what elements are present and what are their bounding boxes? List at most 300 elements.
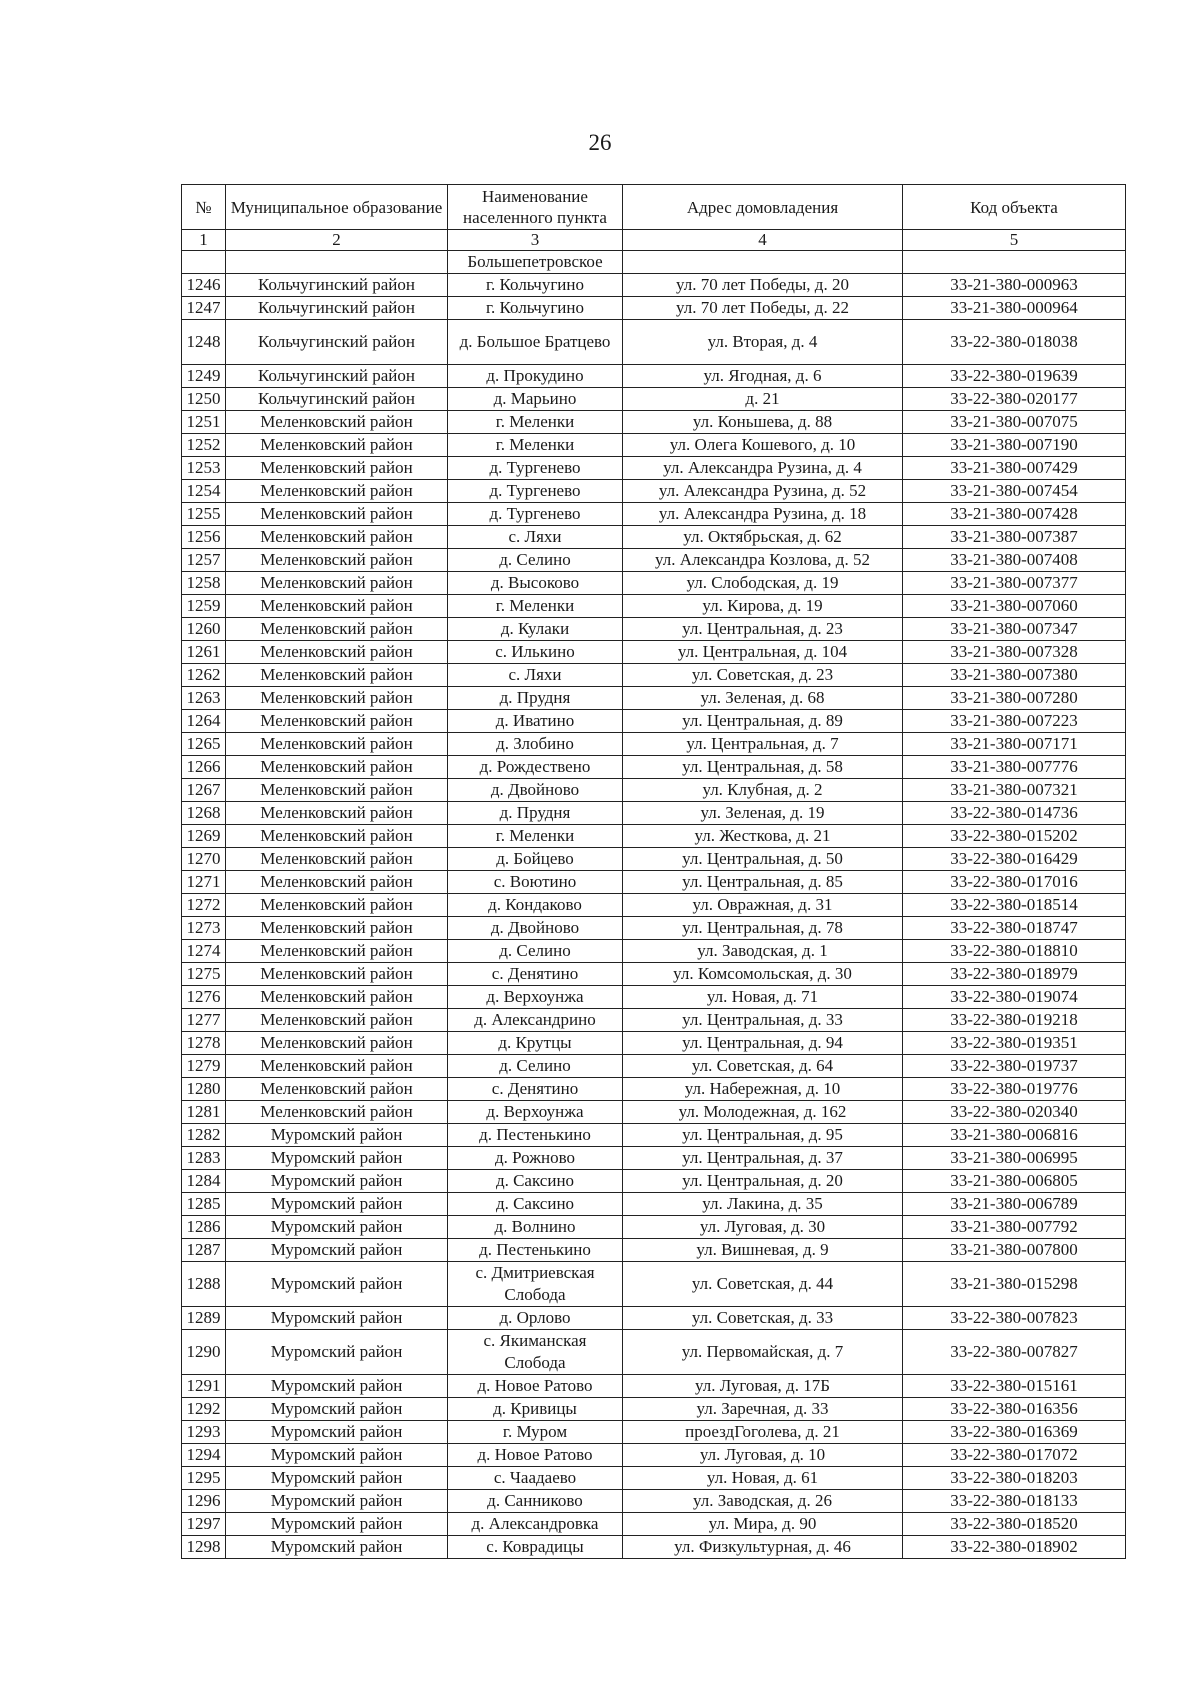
municipality-cell: Меленковский район — [226, 940, 448, 963]
table-row — [182, 1032, 1126, 1055]
table-row — [182, 274, 1126, 297]
object-code-cell: 33-21-380-007428 — [903, 503, 1126, 526]
settlement-cell: д. Александрино — [448, 1009, 623, 1032]
row-number: 1284 — [182, 1170, 226, 1193]
settlement-cell: с. Воютино — [448, 871, 623, 894]
object-code-cell: 33-21-380-007190 — [903, 434, 1126, 457]
address-cell: ул. Центральная, д. 37 — [623, 1147, 903, 1170]
object-code-cell: 33-22-380-019074 — [903, 986, 1126, 1009]
settlement-cell: д. Злобино — [448, 733, 623, 756]
municipality-cell: Муромский район — [226, 1536, 448, 1559]
row-number: 1298 — [182, 1536, 226, 1559]
settlement-cell: с. Денятино — [448, 1078, 623, 1101]
object-code-cell: 33-22-380-018747 — [903, 917, 1126, 940]
municipality-cell: Меленковский район — [226, 618, 448, 641]
table-row — [182, 526, 1126, 549]
municipality-cell: Муромский район — [226, 1262, 448, 1307]
address-cell: ул. Луговая, д. 10 — [623, 1444, 903, 1467]
settlement-cell: г. Меленки — [448, 411, 623, 434]
municipality-cell: Муромский район — [226, 1307, 448, 1330]
address-cell: ул. Молодежная, д. 162 — [623, 1101, 903, 1124]
settlement-cell: д. Кондаково — [448, 894, 623, 917]
settlement-cell: с. Денятино — [448, 963, 623, 986]
object-code-cell: 33-21-380-007408 — [903, 549, 1126, 572]
address-cell: ул. Александра Рузина, д. 4 — [623, 457, 903, 480]
object-code-cell: 33-21-380-007776 — [903, 756, 1126, 779]
row-number: 1267 — [182, 779, 226, 802]
settlement-cell: д. Волнино — [448, 1216, 623, 1239]
object-code-cell: 33-22-380-019737 — [903, 1055, 1126, 1078]
municipality-cell: Муромский район — [226, 1124, 448, 1147]
address-cell: ул. Александра Рузина, д. 52 — [623, 480, 903, 503]
address-cell: ул. Овражная, д. 31 — [623, 894, 903, 917]
table-row — [182, 733, 1126, 756]
address-cell: ул. Новая, д. 71 — [623, 986, 903, 1009]
object-code-cell: 33-21-380-006995 — [903, 1147, 1126, 1170]
object-code-cell: 33-22-380-018979 — [903, 963, 1126, 986]
table-row — [182, 779, 1126, 802]
row-number: 1295 — [182, 1467, 226, 1490]
row-number: 1277 — [182, 1009, 226, 1032]
object-code-cell: 33-21-380-007075 — [903, 411, 1126, 434]
address-cell: ул. Заводская, д. 26 — [623, 1490, 903, 1513]
table-row — [182, 1147, 1126, 1170]
settlement-cell: д. Пестенькино — [448, 1124, 623, 1147]
municipality-cell: Меленковский район — [226, 411, 448, 434]
table-row — [182, 1262, 1126, 1307]
object-code-cell: 33-22-380-020340 — [903, 1101, 1126, 1124]
municipality-cell: Кольчугинский район — [226, 297, 448, 320]
settlement-cell: д. Прудня — [448, 687, 623, 710]
row-number: 1285 — [182, 1193, 226, 1216]
table-row — [182, 457, 1126, 480]
table-row — [182, 503, 1126, 526]
address-cell: ул. Центральная, д. 95 — [623, 1124, 903, 1147]
settlement-cell: с. Коврадицы — [448, 1536, 623, 1559]
object-code-cell: 33-21-380-007454 — [903, 480, 1126, 503]
settlement-cell: с. Чаадаево — [448, 1467, 623, 1490]
row-number: 1286 — [182, 1216, 226, 1239]
settlement-cell: г. Меленки — [448, 825, 623, 848]
address-cell: ул. Новая, д. 61 — [623, 1467, 903, 1490]
table-row — [182, 1124, 1126, 1147]
table-row — [182, 297, 1126, 320]
address-cell: ул. Слободская, д. 19 — [623, 572, 903, 595]
table-row — [182, 940, 1126, 963]
settlement-cell: д. Иватино — [448, 710, 623, 733]
settlement-cell: г. Кольчугино — [448, 274, 623, 297]
table-row — [182, 388, 1126, 411]
address-cell: ул. Центральная, д. 78 — [623, 917, 903, 940]
address-cell: ул. Центральная, д. 94 — [623, 1032, 903, 1055]
table-row — [182, 986, 1126, 1009]
row-number: 1253 — [182, 457, 226, 480]
municipality-cell: Меленковский район — [226, 917, 448, 940]
object-code-cell: 33-22-380-018902 — [903, 1536, 1126, 1559]
row-number: 1266 — [182, 756, 226, 779]
object-code-cell: 33-21-380-007792 — [903, 1216, 1126, 1239]
table-row — [182, 641, 1126, 664]
row-number: 1262 — [182, 664, 226, 687]
settlement-cell: д. Верхоунжа — [448, 986, 623, 1009]
settlement-cell: д. Рожново — [448, 1147, 623, 1170]
address-cell: ул. Заречная, д. 33 — [623, 1398, 903, 1421]
address-cell: ул. Комсомольская, д. 30 — [623, 963, 903, 986]
column-number: 1 — [182, 230, 226, 251]
settlement-cell: д. Двойново — [448, 779, 623, 802]
address-cell: ул. Центральная, д. 50 — [623, 848, 903, 871]
row-number: 1272 — [182, 894, 226, 917]
object-code-cell: 33-21-380-007328 — [903, 641, 1126, 664]
row-number: 1270 — [182, 848, 226, 871]
row-number: 1271 — [182, 871, 226, 894]
object-code-cell: 33-21-380-015298 — [903, 1262, 1126, 1307]
table-row — [182, 1467, 1126, 1490]
municipality-cell: Кольчугинский район — [226, 365, 448, 388]
address-cell: ул. Кирова, д. 19 — [623, 595, 903, 618]
municipality-cell: Меленковский район — [226, 710, 448, 733]
municipality-cell: Кольчугинский район — [226, 320, 448, 365]
row-number: 1269 — [182, 825, 226, 848]
table-row — [182, 1444, 1126, 1467]
row-number: 1257 — [182, 549, 226, 572]
address-cell: ул. Центральная, д. 33 — [623, 1009, 903, 1032]
settlement-cell: д. Большое Братцево — [448, 320, 623, 365]
object-code-cell: 33-22-380-017072 — [903, 1444, 1126, 1467]
row-number: 1293 — [182, 1421, 226, 1444]
settlement-cell: д. Высоково — [448, 572, 623, 595]
object-code-cell: 33-21-380-007800 — [903, 1239, 1126, 1262]
table-row — [182, 1307, 1126, 1330]
table-row — [182, 549, 1126, 572]
object-code-cell: 33-22-380-019639 — [903, 365, 1126, 388]
row-number: 1292 — [182, 1398, 226, 1421]
table-row — [182, 825, 1126, 848]
settlement-cell: д. Прокудино — [448, 365, 623, 388]
address-cell: д. 21 — [623, 388, 903, 411]
address-cell: ул. Луговая, д. 17Б — [623, 1375, 903, 1398]
row-number: 1268 — [182, 802, 226, 825]
address-cell: ул. Центральная, д. 20 — [623, 1170, 903, 1193]
table-header-row — [182, 185, 1126, 230]
object-code-cell: 33-22-380-016429 — [903, 848, 1126, 871]
row-number: 1290 — [182, 1330, 226, 1375]
table-row — [182, 894, 1126, 917]
settlement-cell: д. Тургенево — [448, 480, 623, 503]
table-row — [182, 1490, 1126, 1513]
column-number: 5 — [903, 230, 1126, 251]
row-number: 1256 — [182, 526, 226, 549]
row-number: 1258 — [182, 572, 226, 595]
row-number: 1288 — [182, 1262, 226, 1307]
address-cell: ул. Центральная, д. 7 — [623, 733, 903, 756]
row-number: 1273 — [182, 917, 226, 940]
row-number: 1296 — [182, 1490, 226, 1513]
row-number: 1264 — [182, 710, 226, 733]
table-row — [182, 1078, 1126, 1101]
municipality-cell: Меленковский район — [226, 503, 448, 526]
object-code-cell: 33-22-380-018038 — [903, 320, 1126, 365]
address-cell: ул. Центральная, д. 23 — [623, 618, 903, 641]
address-cell: ул. Зеленая, д. 68 — [623, 687, 903, 710]
row-number: 1279 — [182, 1055, 226, 1078]
address-cell: ул. Вторая, д. 4 — [623, 320, 903, 365]
address-cell: ул. Лакина, д. 35 — [623, 1193, 903, 1216]
column-number: 2 — [226, 230, 448, 251]
municipality-cell: Меленковский район — [226, 756, 448, 779]
object-code-cell: 33-22-380-018810 — [903, 940, 1126, 963]
row-number: 1263 — [182, 687, 226, 710]
settlement-cell: д. Селино — [448, 940, 623, 963]
object-code-cell: 33-22-380-018514 — [903, 894, 1126, 917]
table-row — [182, 1055, 1126, 1078]
municipality-cell: Меленковский район — [226, 664, 448, 687]
object-code-cell: 33-22-380-019351 — [903, 1032, 1126, 1055]
column-number: 3 — [448, 230, 623, 251]
municipality-cell: Муромский район — [226, 1398, 448, 1421]
municipality-cell: Кольчугинский район — [226, 388, 448, 411]
settlement-cell: г. Меленки — [448, 434, 623, 457]
municipality-cell: Меленковский район — [226, 1078, 448, 1101]
object-code-cell: 33-22-380-016369 — [903, 1421, 1126, 1444]
settlement-cell: д. Двойново — [448, 917, 623, 940]
table-row — [182, 1101, 1126, 1124]
row-number: 1282 — [182, 1124, 226, 1147]
table-row — [182, 917, 1126, 940]
municipality-cell: Муромский район — [226, 1193, 448, 1216]
object-code-cell: 33-22-380-007827 — [903, 1330, 1126, 1375]
row-number: 1254 — [182, 480, 226, 503]
settlement-cell: г. Меленки — [448, 595, 623, 618]
table-row — [182, 320, 1126, 365]
address-cell: ул. Олега Кошевого, д. 10 — [623, 434, 903, 457]
municipality-cell: Меленковский район — [226, 1032, 448, 1055]
table-row — [182, 1170, 1126, 1193]
municipality-cell: Меленковский район — [226, 733, 448, 756]
address-cell: ул. Набережная, д. 10 — [623, 1078, 903, 1101]
header-number: № — [182, 185, 226, 230]
table-row — [182, 1513, 1126, 1536]
address-cell: ул. Советская, д. 64 — [623, 1055, 903, 1078]
municipality-cell: Кольчугинский район — [226, 274, 448, 297]
settlement-cell: д. Тургенево — [448, 503, 623, 526]
settlement-cell: д. Верхоунжа — [448, 1101, 623, 1124]
municipality-cell: Меленковский район — [226, 457, 448, 480]
column-number-row — [182, 230, 1126, 251]
address-cell: ул. Советская, д. 33 — [623, 1307, 903, 1330]
settlement-cell: д. Селино — [448, 1055, 623, 1078]
municipality-cell: Меленковский район — [226, 572, 448, 595]
address-cell: ул. Советская, д. 44 — [623, 1262, 903, 1307]
table-row — [182, 687, 1126, 710]
address-cell: ул. Центральная, д. 85 — [623, 871, 903, 894]
object-code-cell: 33-22-380-018133 — [903, 1490, 1126, 1513]
object-code-cell: 33-21-380-007321 — [903, 779, 1126, 802]
address-cell: ул. Физкультурная, д. 46 — [623, 1536, 903, 1559]
row-number: 1283 — [182, 1147, 226, 1170]
row-number: 1287 — [182, 1239, 226, 1262]
table-row — [182, 434, 1126, 457]
object-code-cell: 33-22-380-018520 — [903, 1513, 1126, 1536]
address-cell: ул. Коньшева, д. 88 — [623, 411, 903, 434]
object-code-cell: 33-21-380-007380 — [903, 664, 1126, 687]
table-row — [182, 1398, 1126, 1421]
object-code-cell: 33-22-380-019218 — [903, 1009, 1126, 1032]
municipality-cell: Меленковский район — [226, 963, 448, 986]
row-number: 1281 — [182, 1101, 226, 1124]
households-table — [181, 184, 1126, 1559]
table-row — [182, 756, 1126, 779]
settlement-cell: д. Новое Ратово — [448, 1444, 623, 1467]
object-code-cell: 33-21-380-007347 — [903, 618, 1126, 641]
row-number: 1297 — [182, 1513, 226, 1536]
settlement-cell: д. Орлово — [448, 1307, 623, 1330]
table-row — [182, 848, 1126, 871]
settlement-cell: д. Александровка — [448, 1513, 623, 1536]
municipality-cell: Меленковский район — [226, 986, 448, 1009]
object-code-cell: 33-22-380-007823 — [903, 1307, 1126, 1330]
table-row — [182, 1216, 1126, 1239]
municipality-cell: Меленковский район — [226, 687, 448, 710]
object-code-cell: 33-21-380-007377 — [903, 572, 1126, 595]
settlement-cell: д. Саксино — [448, 1193, 623, 1216]
continuation-note: Большепетровское — [448, 251, 623, 274]
object-code-cell: 33-21-380-000964 — [903, 297, 1126, 320]
settlement-cell: г. Муром — [448, 1421, 623, 1444]
settlement-cell: д. Новое Ратово — [448, 1375, 623, 1398]
object-code-cell: 33-22-380-016356 — [903, 1398, 1126, 1421]
address-cell: ул. Первомайская, д. 7 — [623, 1330, 903, 1375]
row-number: 1289 — [182, 1307, 226, 1330]
table-row — [182, 1421, 1126, 1444]
object-code-cell: 33-22-380-020177 — [903, 388, 1126, 411]
row-number: 1294 — [182, 1444, 226, 1467]
header-object-code: Код объекта — [903, 185, 1126, 230]
address-cell: ул. Луговая, д. 30 — [623, 1216, 903, 1239]
address-cell: ул. Вишневая, д. 9 — [623, 1239, 903, 1262]
object-code-cell: 33-21-380-006805 — [903, 1170, 1126, 1193]
municipality-cell: Муромский район — [226, 1490, 448, 1513]
object-code-cell: 33-21-380-007060 — [903, 595, 1126, 618]
settlement-cell: с. Илькино — [448, 641, 623, 664]
municipality-cell: Меленковский район — [226, 848, 448, 871]
municipality-cell: Меленковский район — [226, 549, 448, 572]
row-number: 1280 — [182, 1078, 226, 1101]
table-row — [182, 595, 1126, 618]
settlement-cell: д. Прудня — [448, 802, 623, 825]
table-row — [182, 365, 1126, 388]
municipality-cell: Муромский район — [226, 1170, 448, 1193]
settlement-cell: д. Рождествено — [448, 756, 623, 779]
settlement-cell: д. Пестенькино — [448, 1239, 623, 1262]
row-number: 1252 — [182, 434, 226, 457]
settlement-cell: с. Якиманская Слобода — [448, 1330, 623, 1375]
municipality-cell: Муромский район — [226, 1239, 448, 1262]
municipality-cell: Муромский район — [226, 1513, 448, 1536]
object-code-cell: 33-22-380-014736 — [903, 802, 1126, 825]
municipality-cell: Меленковский район — [226, 434, 448, 457]
address-cell: ул. Ягодная, д. 6 — [623, 365, 903, 388]
table-row — [182, 618, 1126, 641]
municipality-cell: Меленковский район — [226, 1101, 448, 1124]
municipality-cell: Меленковский район — [226, 480, 448, 503]
municipality-cell: Муромский район — [226, 1375, 448, 1398]
address-cell: ул. Центральная, д. 89 — [623, 710, 903, 733]
settlement-cell: с. Ляхи — [448, 664, 623, 687]
table-row — [182, 710, 1126, 733]
row-number: 1278 — [182, 1032, 226, 1055]
object-code-cell: 33-21-380-006816 — [903, 1124, 1126, 1147]
object-code-cell: 33-21-380-007387 — [903, 526, 1126, 549]
table-row — [182, 1536, 1126, 1559]
object-code-cell: 33-22-380-018203 — [903, 1467, 1126, 1490]
table-body — [182, 274, 1126, 1559]
object-code-cell: 33-21-380-000963 — [903, 274, 1126, 297]
row-number: 1250 — [182, 388, 226, 411]
settlement-cell: д. Тургенево — [448, 457, 623, 480]
header-settlement: Наименование населенного пункта — [448, 185, 623, 230]
row-number: 1260 — [182, 618, 226, 641]
continuation-row — [182, 251, 1126, 274]
address-cell: ул. 70 лет Победы, д. 22 — [623, 297, 903, 320]
address-cell: ул. Жесткова, д. 21 — [623, 825, 903, 848]
table-row — [182, 411, 1126, 434]
municipality-cell: Меленковский район — [226, 595, 448, 618]
address-cell: ул. Александра Козлова, д. 52 — [623, 549, 903, 572]
address-cell: ул. Мира, д. 90 — [623, 1513, 903, 1536]
row-number: 1259 — [182, 595, 226, 618]
table-row — [182, 802, 1126, 825]
municipality-cell: Меленковский район — [226, 526, 448, 549]
municipality-cell: Муромский район — [226, 1330, 448, 1375]
row-number: 1291 — [182, 1375, 226, 1398]
object-code-cell: 33-22-380-019776 — [903, 1078, 1126, 1101]
row-number: 1246 — [182, 274, 226, 297]
municipality-cell: Муромский район — [226, 1444, 448, 1467]
settlement-cell: д. Крутцы — [448, 1032, 623, 1055]
row-number: 1249 — [182, 365, 226, 388]
object-code-cell: 33-22-380-017016 — [903, 871, 1126, 894]
object-code-cell: 33-21-380-007223 — [903, 710, 1126, 733]
table-row — [182, 1239, 1126, 1262]
object-code-cell: 33-22-380-015161 — [903, 1375, 1126, 1398]
object-code-cell: 33-21-380-007280 — [903, 687, 1126, 710]
object-code-cell: 33-21-380-007429 — [903, 457, 1126, 480]
settlement-cell: д. Кривицы — [448, 1398, 623, 1421]
row-number: 1265 — [182, 733, 226, 756]
municipality-cell: Меленковский район — [226, 825, 448, 848]
row-number: 1275 — [182, 963, 226, 986]
object-code-cell: 33-22-380-015202 — [903, 825, 1126, 848]
header-address: Адрес домовладения — [623, 185, 903, 230]
municipality-cell: Меленковский район — [226, 871, 448, 894]
table-row — [182, 664, 1126, 687]
table-row — [182, 1193, 1126, 1216]
municipality-cell: Меленковский район — [226, 1055, 448, 1078]
header-municipality: Муниципальное образование — [226, 185, 448, 230]
table-row — [182, 1330, 1126, 1375]
municipality-cell: Муромский район — [226, 1467, 448, 1490]
table-row — [182, 1375, 1126, 1398]
settlement-cell: с. Дмитриевская Слобода — [448, 1262, 623, 1307]
settlement-cell: д. Селино — [448, 549, 623, 572]
table-row — [182, 572, 1126, 595]
row-number: 1276 — [182, 986, 226, 1009]
address-cell: ул. Октябрьская, д. 62 — [623, 526, 903, 549]
row-number: 1274 — [182, 940, 226, 963]
municipality-cell: Меленковский район — [226, 641, 448, 664]
settlement-cell: д. Бойцево — [448, 848, 623, 871]
